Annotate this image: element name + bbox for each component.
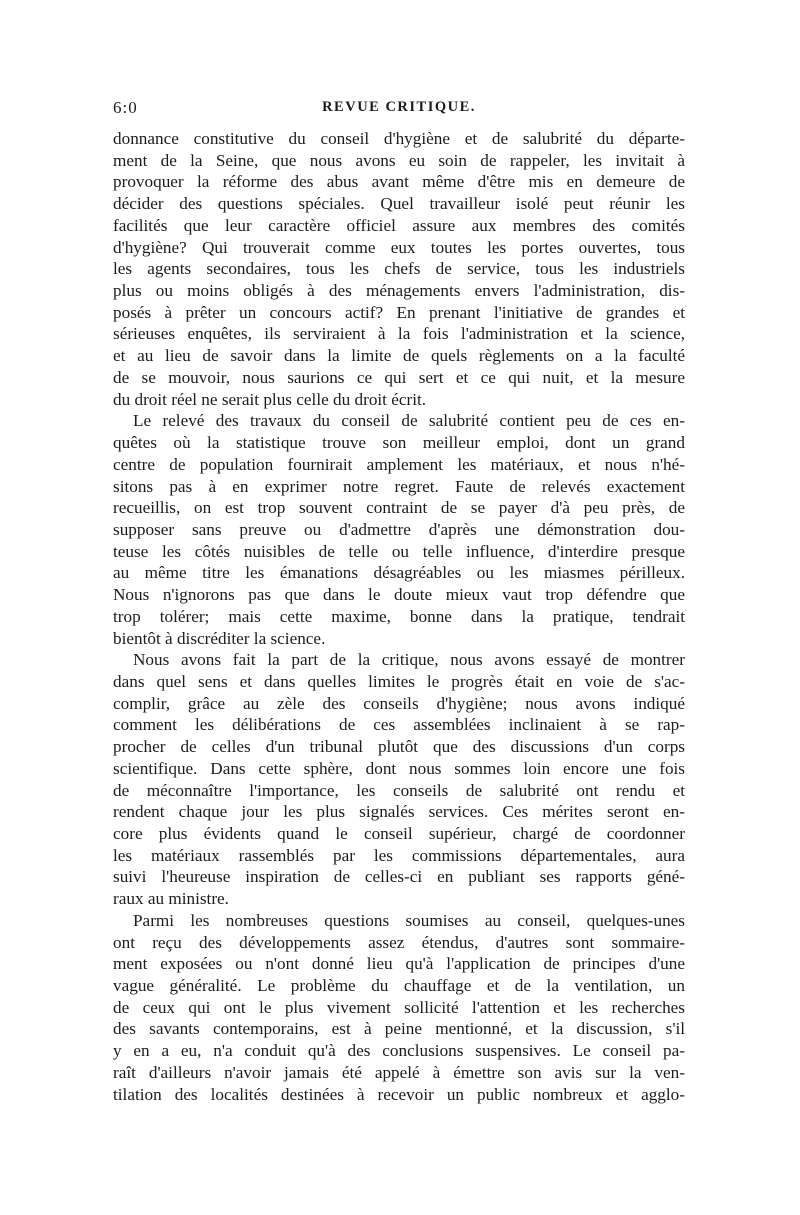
text-line: provoquer la réforme des abus avant même d'être mis en demeure de: [113, 172, 685, 192]
text-line: rendent chaque jour les plus signalés services. Ces mérites seront en-: [113, 802, 685, 822]
text-line: ont reçu des développements assez étendus, d'autres sont sommaire-: [113, 932, 685, 952]
text-line: sérieuses enquêtes, ils serviraient à la fois l'administration et la science,: [113, 324, 685, 344]
text-line: trop tolérer; mais cette maxime, bonne dans la pratique, tendrait: [113, 606, 685, 626]
text-line: dans quel sens et dans quelles limites le progrès était en voie de s'ac-: [113, 671, 685, 691]
text-line: et au lieu de savoir dans la limite de quels règlements on a la faculté: [113, 346, 685, 366]
text-line: de méconnaître l'importance, les conseils de salubrité ont rendu et: [113, 780, 685, 800]
text-line: d'hygiène? Qui trouverait comme eux toutes les portes ouvertes, tous: [113, 237, 685, 257]
text-line: de se mouvoir, nous saurions ce qui sert et ce qui nuit, et la mesure: [113, 367, 685, 387]
page-number: 6:0: [113, 98, 138, 117]
text-line: Nous n'ignorons pas que dans le doute mieux vaut trop défendre que: [113, 585, 685, 605]
text-line: suivi l'heureuse inspiration de celles-ci en publiant ses rapports géné-: [113, 867, 685, 887]
text-line: décider des questions spéciales. Quel travailleur isolé peut réunir les: [113, 194, 685, 214]
running-head: [113, 98, 685, 120]
running-title: REVUE CRITIQUE.: [322, 99, 476, 115]
text-line: ment de la Seine, que nous avons eu soin de rappeler, les invitait à: [113, 150, 685, 170]
body-text: [113, 128, 685, 1105]
text-line: posés à prêter un concours actif? En prenant l'initiative de grandes et: [113, 302, 685, 322]
text-line: quêtes où la statistique trouve son meilleur emploi, dont un grand: [113, 433, 685, 453]
text-line: plus ou moins obligés à des ménagements envers l'administration, dis-: [113, 281, 685, 301]
text-line: supposer sans preuve ou d'admettre d'après une démonstration dou-: [113, 519, 685, 539]
text-line: comment les délibérations de ces assemblées inclinaient à se rap-: [113, 715, 685, 735]
text-line: vague généralité. Le problème du chauffage et de la ventilation, un: [113, 976, 685, 996]
text-line: les matériaux rassemblés par les commissions départementales, aura: [113, 845, 685, 865]
text-line: centre de population fournirait amplement les matériaux, et nous n'hé-: [113, 454, 685, 474]
text-line: complir, grâce au zèle des conseils d'hygiène; nous avons indiqué: [113, 693, 685, 713]
text-line: tilation des localités destinées à recevoir un public nombreux et agglo-: [113, 1084, 685, 1104]
text-line: recueillis, on est trop souvent contraint de se payer d'à peu près, de: [113, 498, 685, 518]
text-line: donnance constitutive du conseil d'hygiène et de salubrité du départe-: [113, 129, 685, 148]
paragraph-start-line: Nous avons fait la part de la critique, nous avons essayé de montrer: [133, 650, 685, 670]
text-line: raux au ministre.: [113, 889, 229, 909]
text-line: raît d'ailleurs n'avoir jamais été appelé à émettre son avis sur la ven-: [113, 1062, 685, 1082]
text-line: ment exposées ou n'ont donné lieu qu'à l'application de principes d'une: [113, 954, 685, 974]
paragraph-start-line: Parmi les nombreuses questions soumises au conseil, quelques-unes: [133, 910, 685, 930]
text-line: de ceux qui ont le plus vivement sollicité l'attention et les recherches: [113, 997, 685, 1017]
text-line: teuse les côtés nuisibles de telle ou telle influence, d'interdire presque: [113, 541, 685, 561]
text-line: procher de celles d'un tribunal plutôt que des discussions d'un corps: [113, 737, 685, 757]
text-line: facilités que leur caractère officiel assure aux membres des comités: [113, 215, 685, 235]
text-line: les agents secondaires, tous les chefs de service, tous les industriels: [113, 259, 685, 279]
paragraph-start-line: Le relevé des travaux du conseil de salubrité contient peu de ces en-: [133, 411, 685, 431]
text-line: core plus évidents quand le conseil supérieur, chargé de coordonner: [113, 824, 685, 843]
text-line: au même titre les émanations désagréables ou les miasmes périlleux.: [113, 563, 685, 583]
text-line: des savants contemporains, est à peine mentionné, et la discussion, s'il: [113, 1019, 685, 1039]
text-line: scientifique. Dans cette sphère, dont nous sommes loin encore une fois: [113, 758, 685, 778]
text-line: du droit réel ne serait plus celle du droit écrit.: [113, 389, 427, 409]
text-line: bientôt à discréditer la science.: [113, 628, 326, 648]
text-line: sitons pas à en exprimer notre regret. Faute de relevés exactement: [113, 476, 685, 496]
text-line: y en a eu, n'a conduit qu'à des conclusions suspensives. Le conseil pa-: [113, 1041, 685, 1061]
